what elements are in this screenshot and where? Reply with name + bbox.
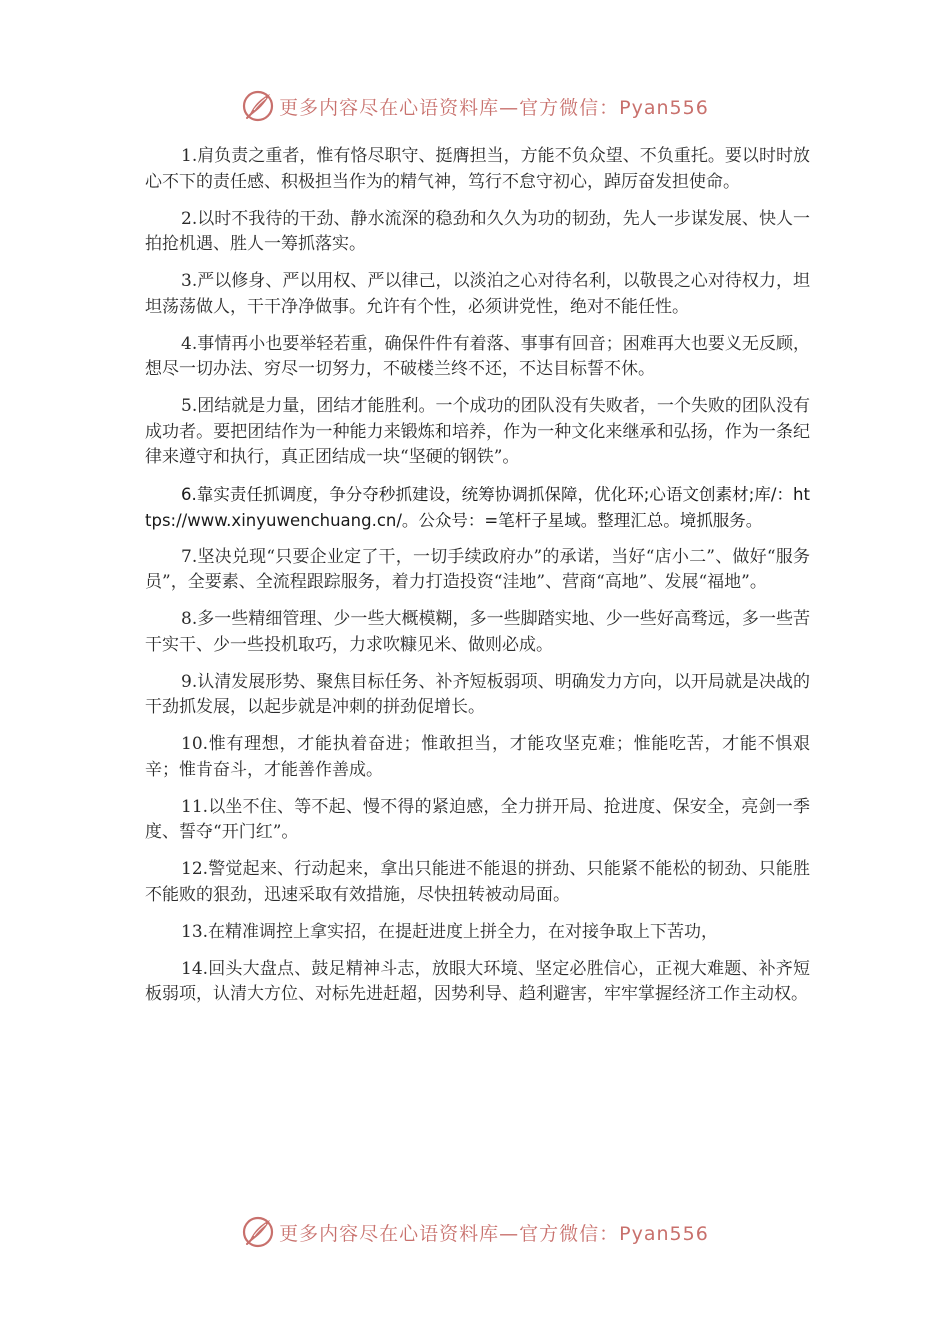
paragraph-14: 14.回头大盘点、鼓足精神斗志，放眼大环境、坚定必胜信心，正视大难题、补齐短板弱项，认清大方位、对标先进赶超，因势利导、趋利避害，牢牢掌握经济工作主动权。 [145,958,810,1004]
paragraph-13: 13.在精准调控上拿实招，在提赶进度上拼全力，在对接争取上下苦功， [181,921,719,942]
paragraph-2: 2.以时不我待的干劲、静水流深的稳劲和久久为功的韧劲，先人一步谋发展、快人一拍抢机遇、胜人一筹抓落实。 [145,208,810,254]
paragraph-8: 8.多一些精细管理、少一些大概模糊，多一些脚踏实地、少一些好高骛远，多一些苦干实干、少一些投机取巧，力求吹糠见米、做则必成。 [145,609,810,655]
header-banner [0,84,950,128]
paragraph-1: 1.肩负责之重者，惟有恪尽职守、挺膺担当，方能不负众望、不负重托。要以时时放心不下的责任感、积极担当作为的精气神，笃行不怠守初心，踔厉奋发担使命。 [145,146,810,192]
paragraph-5: 5.团结就是力量，团结才能胜利。一个成功的团队没有失败者，一个失败的团队没有成功者。要把团结作为一种能力来锻炼和培养，作为一种文化来继承和弘扬，作为一条纪律来遵守和执行，真正团结成一块“坚硬的钢铁”。 [145,396,810,467]
paragraph-12: 12.警觉起来、行动起来，拿出只能进不能退的拼劲、只能紧不能松的韧劲、只能胜不能败的狠劲，迅速采取有效措施，尽快扭转被动局面。 [145,859,810,905]
paragraph-9: 9.认清发展形势、聚焦目标任务、补齐短板弱项、明确发力方向，以开局就是决战的干劲抓发展，以起步就是冲刺的拼劲促增长。 [145,671,810,717]
pen-feather-logo-icon [241,89,275,123]
paragraph-7: 7.坚决兑现“只要企业定了干，一切手续政府办”的承诺，当好“店小二”、做好“服务员”，全要素、全流程跟踪服务，着力打造投资“洼地”、营商“高地”、发展“福地”。 [145,546,810,592]
paragraph-4: 4.事情再小也要举轻若重，确保件件有着落、事事有回音；困难再大也要义无反顾，想尽一切办法、穷尽一切努力，不破楼兰终不还，不达目标誓不休。 [145,333,810,379]
banner-text: 更多内容尽在心语资料库—官方微信：Pyan556 [279,96,709,119]
paragraph-11: 11.以坐不住、等不起、慢不得的紧迫感，全力拼开局、抢进度、保安全，亮剑一季度、誓夺“开门红”。 [145,796,810,842]
pen-feather-logo-icon [241,1215,275,1249]
footer-banner [0,1210,950,1254]
document-body [145,144,810,1019]
banner-text: 更多内容尽在心语资料库—官方微信：Pyan556 [279,1222,709,1245]
paragraph-3: 3.严以修身、严以用权、严以律己，以淡泊之心对待名利，以敬畏之心对待权力，坦坦荡荡做人，干干净净做事。允许有个性，必须讲党性，绝对不能任性。 [145,271,810,317]
paragraph-10: 10.惟有理想，才能执着奋进；惟敢担当，才能攻坚克难；惟能吃苦，才能不惧艰辛；惟肯奋斗，才能善作善成。 [145,734,810,780]
paragraph-6: 6.靠实责任抓调度，争分夺秒抓建设，统筹协调抓保障，优化环;心语文创素材;库/：https://www.xinyuwenchuang.cn/。公众号：=笔杆子星域。整理汇总。境抓服务。 [145,485,810,530]
